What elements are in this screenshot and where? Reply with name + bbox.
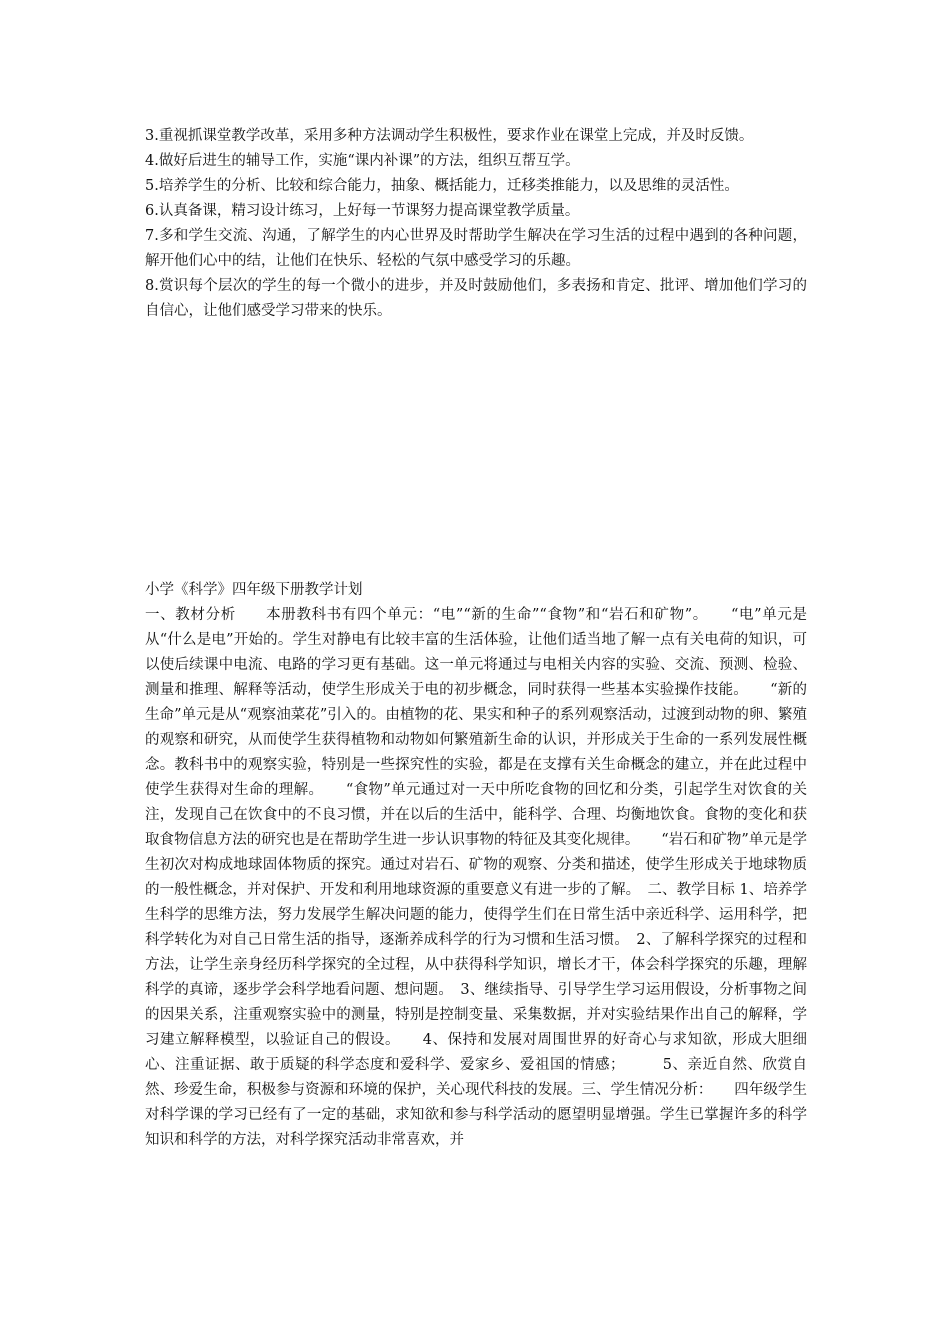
measure-item-5: 5.培养学生的分析、比较和综合能力，抽象、概括能力，迁移类推能力，以及思维的灵活性。	[145, 178, 739, 194]
plan-title: 小学《科学》四年级下册教学计划	[145, 582, 363, 598]
measure-item-8: 8.赏识每个层次的学生的每一个微小的进步，并及时鼓励他们，多表扬和肯定、批评、增加他们学习的自信心，让他们感受学习带来的快乐。	[145, 278, 807, 319]
plan-body: 一、教材分析 本册教科书有四个单元：“电”“新的生命”“食物”和“岩石和矿物”。 “电”单元是从“什么是电”开始的。学生对静电有比较丰富的生活体验，让他们适当地了解一点有关电荷的知识，可以使后续课中电流、电路的学习更有基础。这一单元将通过与电相关内容的实验、交流、预测、检验、测量和推理、解释等活动，使学生形成关于电的初步概念，同时获得一些基本实验操作技能。 “新的生命”单元是从“观察油菜花”引入的。由植物的花、果实和种子的系列观察活动，过渡到动物的卵、繁殖的观察和研究，从而使学生获得植物和动物如何繁殖新生命的认识，并形成关于生命的一系列发展性概念。教科书中的观察实验，特别是一些探究性的实验，都是在支撑有关生命概念的建立，并在此过程中使学生获得对生命的理解。 “食物”单元通过对一天中所吃食物的回忆和分类，引起学生对饮食的关注，发现自己在饮食中的不良习惯，并在以后的生活中，能科学、合理、均衡地饮食。食物的变化和获取食物信息方法的研究也是在帮助学生进一步认识事物的特征及其变化规律。 “岩石和矿物”单元是学生初次对构成地球固体物质的探究。通过对岩石、矿物的观察、分类和描述，使学生形成关于地球物质的一般性概念，并对保护、开发和利用地球资源的重要意义有进一步的了解。 二、教学目标 1、培养学生科学的思维方法，努力发展学生解决问题的能力，使得学生们在日常生活中亲近科学、运用科学，把科学转化为对自己日常生活的指导，逐渐养成科学的行为习惯和生活习惯。 2、了解科学探究的过程和方法，让学生亲身经历科学探究的全过程，从中获得科学知识，增长才干，体会科学探究的乐趣，理解科学的真谛，逐步学会科学地看问题、想问题。 3、继续指导、引导学生学习运用假设，分析事物之间的因果关系，注重观察实验中的测量，特别是控制变量、采集数据，并对实验结果作出自己的解释，学习建立解释模型，以验证自己的假设。 4、保持和发展对周围世界的好奇心与求知欲，形成大胆细心、注重证据、敢于质疑的科学态度和爱科学、爱家乡、爱祖国的情感； 5、亲近自然、欣赏自然、珍爱生命，积极参与资源和环境的保护，关心现代科技的发展。三、学生情况分析： 四年级学生对科学课的学习已经有了一定的基础，求知欲和参与科学活动的愿望明显增强。学生已掌握许多的科学知识和科学的方法，对科学探究活动非常喜欢，并	[145, 607, 807, 1148]
measure-item-7: 7.多和学生交流、沟通，了解学生的内心世界及时帮助学生解决在学习生活的过程中遇到的各种问题，解开他们心中的结，让他们在快乐、轻松的气氛中感受学习的乐趣。	[145, 228, 807, 269]
measure-item-3: 3.重视抓课堂教学改革，采用多种方法调动学生积极性，要求作业在课堂上完成，并及时反馈。	[145, 128, 754, 144]
measure-item-6: 6.认真备课，精习设计练习，上好每一节课努力提高课堂教学质量。	[145, 203, 580, 219]
teaching-measures-list	[145, 124, 807, 324]
measure-item-4: 4.做好后进生的辅导工作，实施“课内补课”的方法，组织互帮互学。	[145, 153, 580, 169]
science-teaching-plan	[145, 578, 807, 1153]
